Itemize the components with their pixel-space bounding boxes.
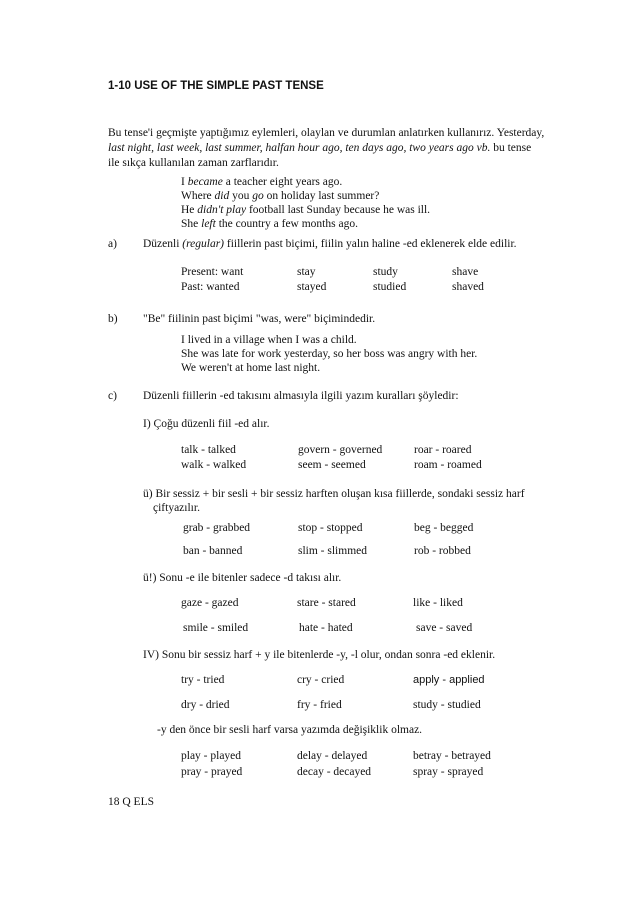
section-b-examples: [181, 333, 477, 375]
rule-1-cell: seem - seemed: [298, 459, 366, 471]
example-line: Where did you go on holiday last summer?: [181, 190, 380, 202]
rule-4-cell: delay - delayed: [297, 750, 368, 762]
rule-3-cell: gaze - gazed: [181, 597, 239, 609]
section-b-text: "Be" fiilinin past biçimi "was, were" biçimindedir.: [143, 313, 376, 325]
rule-4-cell: spray - sprayed: [413, 766, 484, 778]
rule-2-cell: beg - begged: [414, 522, 474, 534]
rule-4-cell: pray - prayed: [181, 766, 243, 778]
past-label: Past: wanted: [181, 281, 240, 293]
example-line: She left the country a few months ago.: [181, 218, 358, 230]
rule-3-cell: like - liked: [413, 597, 463, 609]
rule-1-heading: I) Çoğu düzenli fiil -ed alır.: [143, 418, 270, 430]
rule-4-heading: IV) Sonu bir sessiz harf + y ile bitenlerde -y, -l olur, ondan sonra -ed eklenir.: [143, 649, 496, 661]
rule-4-cell: cry - cried: [297, 674, 345, 686]
rule-3-cell: smile - smiled: [183, 622, 249, 634]
example-line: We weren't at home last night.: [181, 362, 321, 374]
intro-time-adverbs: last night, last week, last summer, halfan hour ago, ten days ago, two years ago vb.: [108, 142, 491, 154]
rule-4-cell: betray - betrayed: [413, 750, 491, 762]
rule-1-cell: govern - governed: [298, 444, 383, 456]
rule-2-cell: slim - slimmed: [298, 545, 367, 557]
rule-2-cell: rob - robbed: [414, 545, 471, 557]
present-study: study: [373, 266, 398, 278]
section-c-text: Düzenli fiillerin -ed takısını almasıyla ilgili yazım kuralları şöyledir:: [143, 390, 459, 402]
intro-text-2: bu tense: [490, 142, 532, 154]
rule-3-heading: ü!) Sonu -e ile bitenler sadece -d takısı alır.: [143, 572, 342, 584]
rule-1-cell: talk - talked: [181, 444, 236, 456]
rule-4-cell: decay - decayed: [297, 766, 372, 778]
past-shaved: shaved: [452, 281, 484, 293]
example-line: She was late for work yesterday, so her boss was angry with her.: [181, 348, 478, 360]
page-footer: 18 Q ELS: [108, 796, 154, 808]
intro-paragraph: [108, 126, 548, 171]
example-line: He didn't play football last Sunday because he was ill.: [181, 204, 431, 216]
example-line: I lived in a village when I was a child.: [181, 334, 357, 346]
past-studied: studied: [373, 281, 407, 293]
rule-3-cell: stare - stared: [297, 597, 356, 609]
rule-1-cell: roam - roamed: [414, 459, 482, 471]
rule-4-cell: apply - applied: [413, 674, 485, 686]
section-a-text: Düzenli (regular) fiillerin past biçimi, fiilin yalın haline -ed eklenerek elde edilir.: [143, 238, 517, 250]
rule-4-cell: fry - fried: [297, 699, 342, 711]
present-shave: shave: [452, 266, 479, 278]
rule-4-cell: play - played: [181, 750, 242, 762]
rule-3-cell: save - saved: [416, 622, 473, 634]
rule-2-cell: ban - banned: [183, 545, 243, 557]
rule-4-cell: dry - dried: [181, 699, 230, 711]
rule-4-note: -y den önce bir sesli harf varsa yazımda değişiklik olmaz.: [157, 724, 423, 736]
past-stayed: stayed: [297, 281, 327, 293]
section-b-marker: b): [108, 313, 118, 325]
rule-1-cell: walk - walked: [181, 459, 247, 471]
rule-3-cell: hate - hated: [299, 622, 353, 634]
present-label: Present: want: [181, 266, 244, 278]
page-title: 1-10 USE OF THE SIMPLE PAST TENSE: [108, 80, 324, 92]
present-stay: stay: [297, 266, 316, 278]
intro-text-1: Bu tense'i geçmişte yaptığımız eylemleri, olaylan ve durumlan anlatırken kullanırız. Yesterday,: [108, 127, 545, 139]
rule-2-heading-cont: çiftyazılır.: [153, 502, 200, 514]
example-block: [181, 175, 430, 231]
example-line: I became a teacher eight years ago.: [181, 176, 343, 188]
rule-4-cell: try - tried: [181, 674, 225, 686]
rule-4-cell: study - studied: [413, 699, 481, 711]
rule-2-cell: grab - grabbed: [183, 522, 251, 534]
section-a-marker: a): [108, 238, 117, 250]
rule-2-heading: ü) Bir sessiz + bir sesli + bir sessiz harften oluşan kısa fiillerde, sondaki sessiz harf: [143, 488, 525, 500]
rule-2-cell: stop - stopped: [298, 522, 363, 534]
section-c-marker: c): [108, 390, 117, 402]
intro-text-3: ile sıkça kullanılan zaman zarflarıdır.: [108, 157, 279, 169]
rule-1-cell: roar - roared: [414, 444, 472, 456]
